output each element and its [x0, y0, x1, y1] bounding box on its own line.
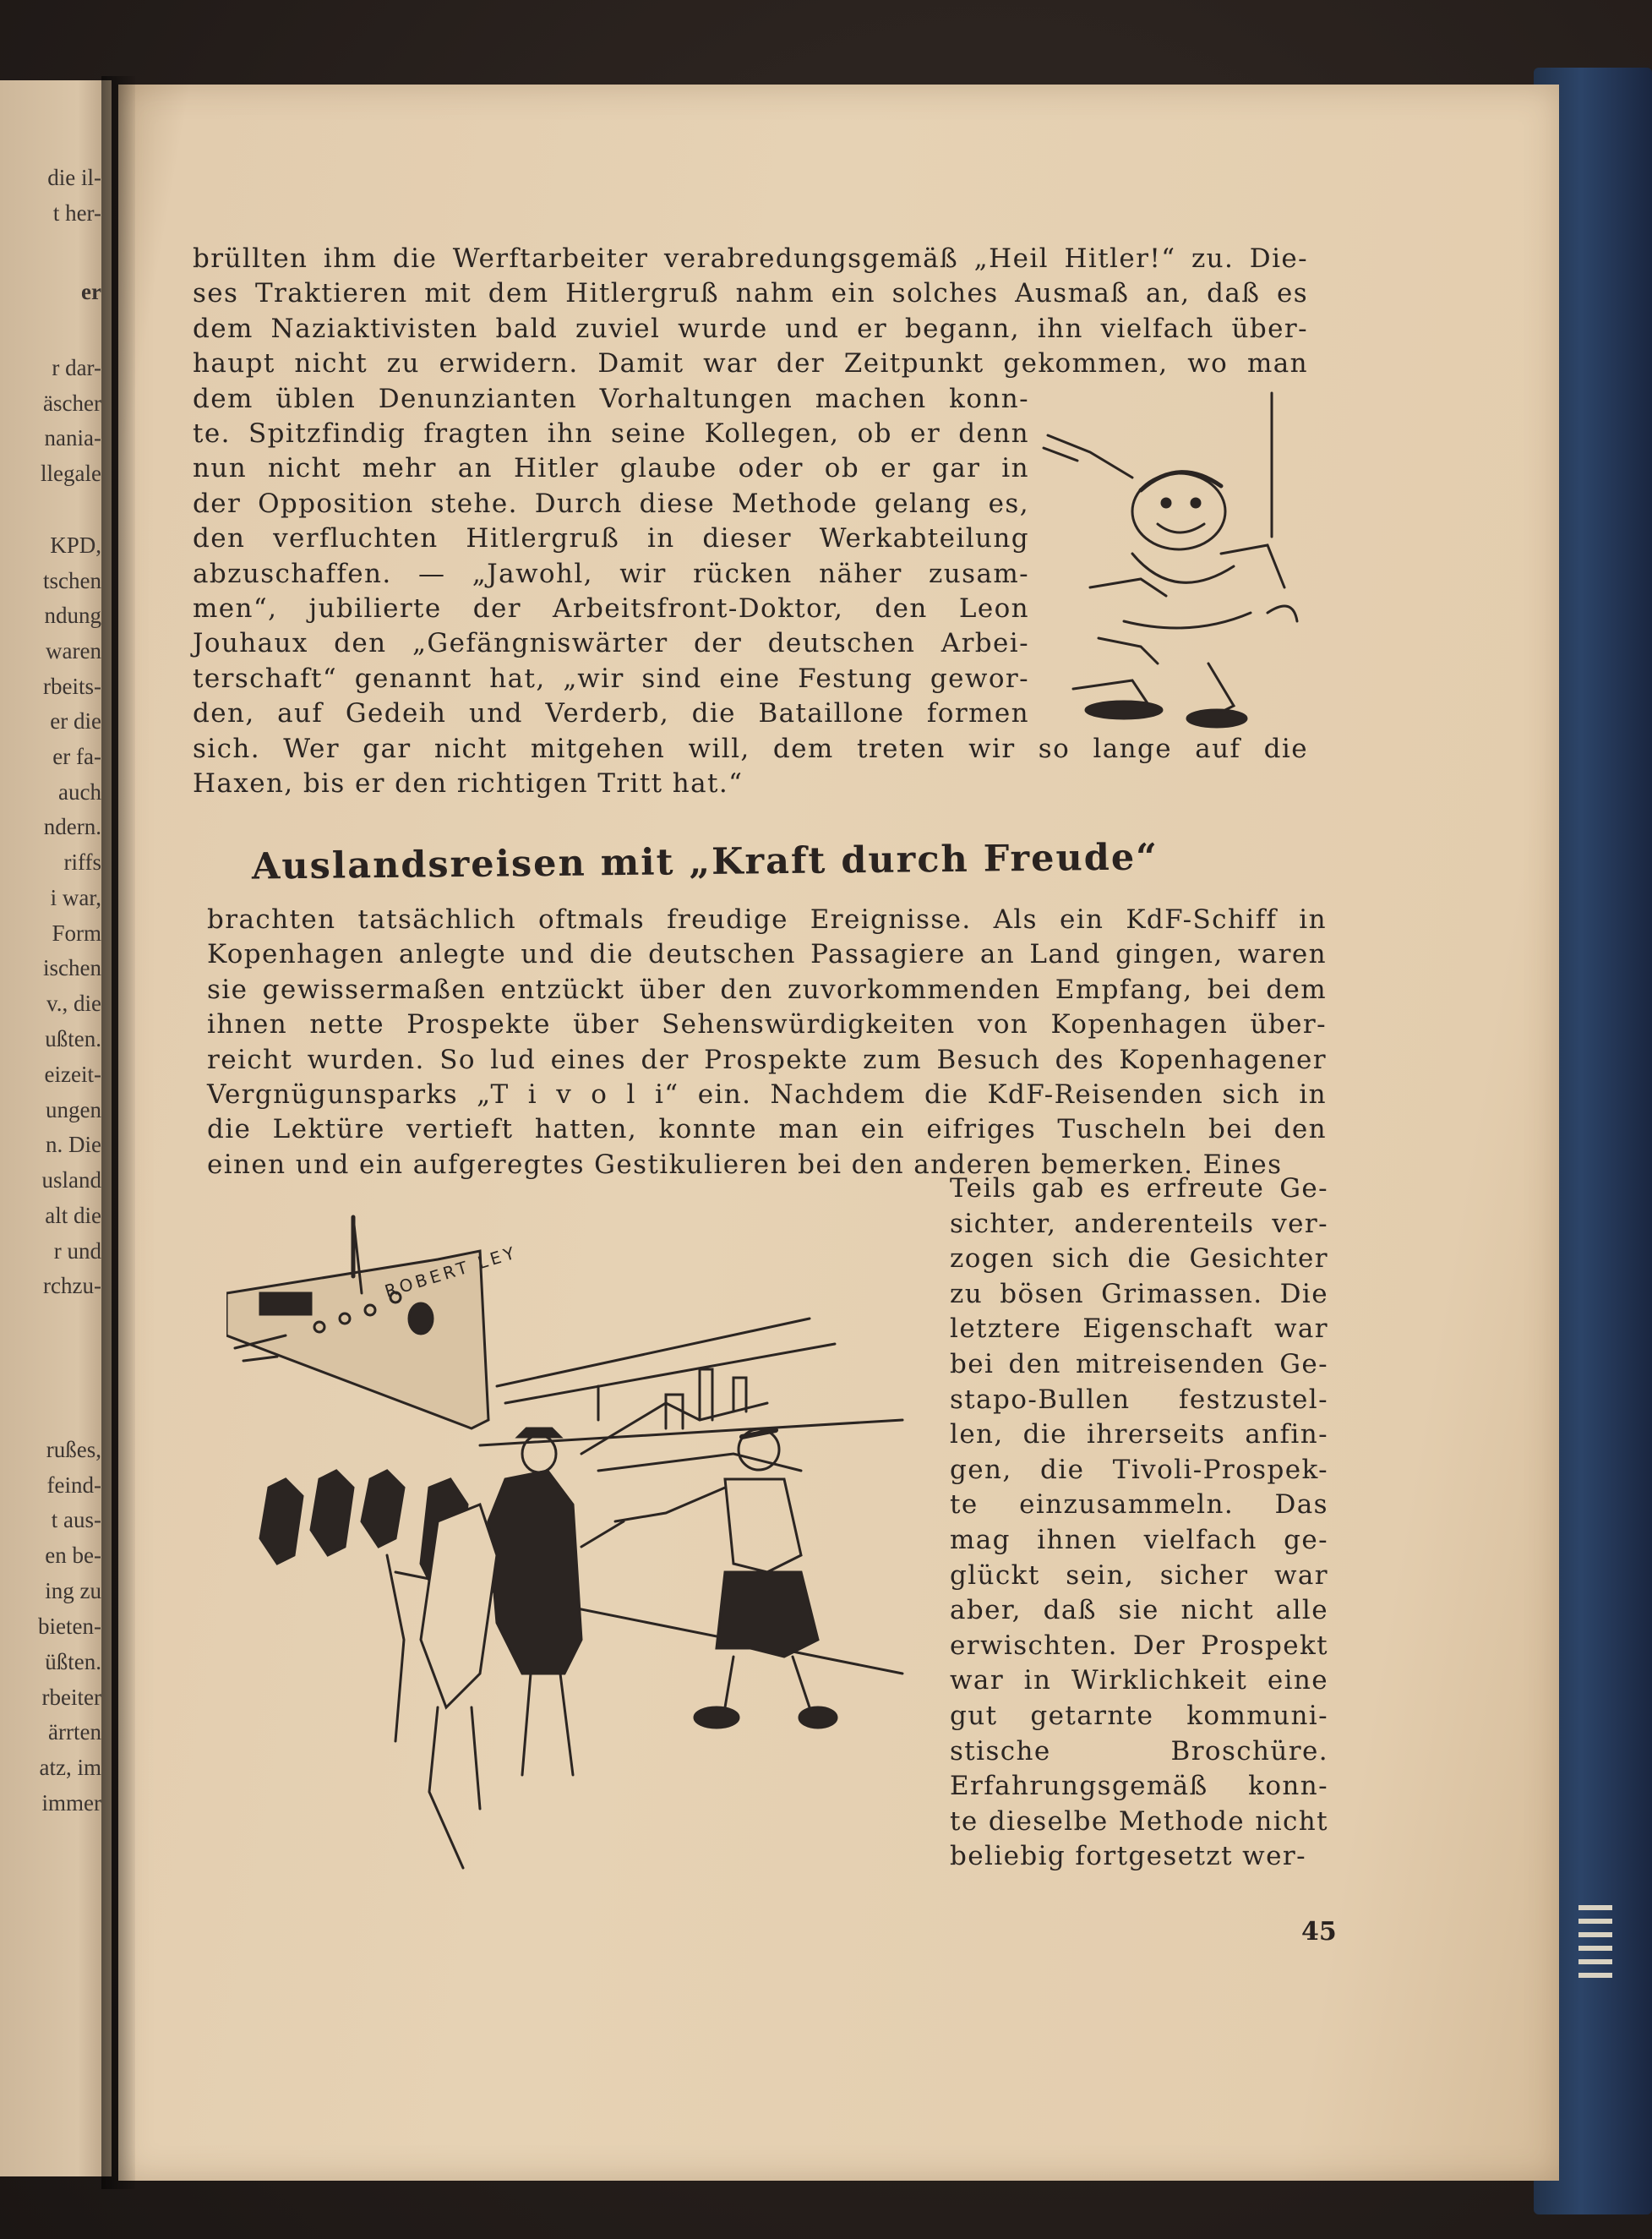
left-page-fragment: en be-: [45, 1543, 101, 1568]
left-page-fragment: riffs: [63, 849, 101, 875]
column-text-line: gut getarnte kommuni-: [950, 1701, 1328, 1731]
left-page-fragment: er die: [50, 708, 101, 734]
page-number: 45: [1301, 1917, 1337, 1947]
paragraph-top-line: nun nicht mehr an Hitler glaube oder ob er gar in: [193, 453, 1029, 484]
paragraph-top-line: Haxen, bis er den richtigen Tritt hat.“: [193, 768, 744, 799]
left-page-fragment: KPD,: [50, 532, 101, 558]
left-page-fragment: usland: [41, 1167, 101, 1193]
left-page-fragment: nania-: [44, 425, 101, 451]
left-page-fragment: r und: [53, 1238, 101, 1264]
paragraph-top-line: den verfluchten Hitlergruß in dieser Werkabteilung: [193, 523, 1029, 554]
left-page-fragment: llegale: [41, 461, 101, 486]
left-page-fragment: tschen: [43, 568, 101, 593]
left-page-fragment: alt die: [45, 1203, 101, 1228]
paragraph-second-line: einen und ein aufgeregtes Gestikulieren bei den anderen bemerken. Eines: [207, 1149, 1283, 1180]
left-page-fragment: äscher: [43, 390, 101, 416]
column-text-line: bei den mitreisenden Ge-: [950, 1349, 1328, 1379]
column-text-line: stapo-Bullen festzustel-: [950, 1384, 1328, 1415]
left-page-fragment: er: [81, 279, 101, 304]
column-text-line: Teils gab es erfreute Ge-: [950, 1173, 1328, 1204]
paragraph-second-line: brachten tatsächlich oftmals freudige Ereignisse. Als ein KdF-Schiff in: [207, 904, 1327, 935]
column-text-line: war in Wirklichkeit eine: [950, 1665, 1328, 1696]
column-text-line: stische Broschüre.: [950, 1735, 1328, 1767]
column-text-line: Erfahrungsgemäß konn-: [950, 1771, 1328, 1802]
paragraph-top-line: te. Spitzfindig fragten ihn seine Kollegen, ob er denn: [193, 418, 1029, 449]
paragraph-second-line: die Lektüre vertieft hatten, konnte man ein eifriges Tuscheln bei den: [207, 1114, 1327, 1145]
left-page-fragment: rbeits-: [43, 674, 101, 699]
left-page-fragment: t aus-: [51, 1507, 101, 1532]
column-text-line: mag ihnen vielfach ge-: [950, 1525, 1328, 1555]
left-page-fragment: rußes,: [46, 1437, 101, 1462]
column-text-line: glückt sein, sicher war: [950, 1559, 1328, 1591]
column-text-line: aber, daß sie nicht alle: [950, 1595, 1328, 1626]
paragraph-top-line: den, auf Gedeih und Verderb, die Bataillone formen: [193, 698, 1029, 729]
caricature-illustration: [1039, 385, 1318, 731]
ship-illustration: [226, 1200, 919, 1885]
column-text-line: gen, die Tivoli-Prospek-: [950, 1454, 1328, 1485]
column-text-line: sichter, anderenteils ver-: [950, 1208, 1328, 1239]
paragraph-top-line: abzuschaffen. — „Jawohl, wir rücken näher zusam-: [193, 558, 1029, 589]
section-heading: Auslandsreisen mit „Kraft durch Freude“: [251, 836, 1159, 888]
column-text-line: len, die ihrerseits anfin-: [950, 1419, 1328, 1450]
paragraph-top-line: dem üblen Denunzianten Vorhaltungen machen konn-: [193, 383, 1029, 414]
column-text-line: te einzusammeln. Das: [950, 1489, 1328, 1521]
left-page-fragment: ischen: [43, 955, 101, 980]
left-page-fragment: v., die: [46, 991, 101, 1016]
left-page-fragment: ing zu: [45, 1578, 101, 1603]
paragraph-top-line: der Opposition stehe. Durch diese Methode gelang es,: [193, 488, 1029, 519]
column-text-line: zogen sich die Gesichter: [950, 1243, 1328, 1275]
left-page-fragment: ndern.: [43, 814, 101, 839]
left-page-fragment: üßten.: [45, 1649, 101, 1674]
left-page-fragment: er fa-: [52, 744, 101, 769]
left-page-fragment: die il-: [47, 165, 101, 190]
left-page-fragment: waren: [46, 638, 101, 664]
paragraph-second-line: ihnen nette Prospekte über Sehenswürdigkeiten von Kopenhagen über-: [207, 1009, 1327, 1040]
left-page-fragment: i war,: [50, 885, 101, 910]
left-page-fragment: rchzu-: [43, 1273, 101, 1298]
left-page-fragment: eizeit-: [44, 1062, 101, 1087]
left-page-fragment: atz, im: [39, 1755, 101, 1780]
paragraph-top-line: dem Naziaktivisten bald zuviel wurde und er begann, ihn vielfach über-: [193, 313, 1308, 344]
left-page-fragment: ärrten: [48, 1719, 101, 1745]
paragraph-second-line: sie gewissermaßen entzückt über den zuvorkommenden Empfang, bei dem: [207, 974, 1327, 1005]
paragraph-second-line: Kopenhagen anlegte und die deutschen Passagiere an Land gingen, waren: [207, 939, 1327, 970]
paragraph-top-line: sich. Wer gar nicht mitgehen will, dem treten wir so lange auf die: [193, 733, 1308, 764]
left-page-fragment: ußten.: [45, 1026, 101, 1051]
ship-name-label: ROBERT LEY: [382, 1242, 521, 1302]
paragraph-top-line: Jouhaux den „Gefängniswärter der deutschen Arbei-: [193, 628, 1029, 659]
left-page-fragment: n. Die: [46, 1132, 101, 1157]
left-page-fragment: ungen: [46, 1097, 101, 1122]
left-page-fragment: ndung: [44, 603, 101, 628]
left-page-fragment: auch: [58, 779, 101, 805]
left-page-fragment: t her-: [52, 200, 101, 226]
paragraph-second-line: Vergnügunsparks „T i v o l i“ ein. Nachdem die KdF-Reisenden sich in: [207, 1079, 1327, 1110]
column-text-line: erwischten. Der Prospekt: [950, 1630, 1328, 1661]
left-page-fragment: immer: [41, 1790, 101, 1816]
paragraph-top-line: haupt nicht zu erwidern. Damit war der Zeitpunkt gekommen, wo man: [193, 348, 1308, 380]
page-gutter: [101, 76, 135, 2189]
left-page-fragment: rbeiter: [41, 1685, 101, 1710]
left-page-fragment: r dar-: [52, 355, 101, 380]
left-page-edge: [0, 80, 112, 2176]
binding-label-mark: [1578, 1902, 1612, 1978]
left-page-fragment: feind-: [46, 1472, 101, 1498]
column-text-line: te dieselbe Methode nicht: [950, 1805, 1328, 1837]
column-text-line: zu bösen Grimassen. Die: [950, 1278, 1328, 1309]
paragraph-second-line: reicht wurden. So lud eines der Prospekte zum Besuch des Kopenhagener: [207, 1044, 1327, 1075]
paragraph-top-line: ses Traktieren mit dem Hitlergruß nahm ein solches Ausmaß an, daß es: [193, 278, 1308, 309]
column-text-line: beliebig fortgesetzt wer-: [950, 1841, 1306, 1872]
column-text-line: letztere Eigenschaft war: [950, 1313, 1328, 1345]
left-page-fragment: bieten-: [38, 1614, 101, 1639]
paragraph-top-line: brüllten ihm die Werftarbeiter verabredungsgemäß „Heil Hitler!“ zu. Die-: [193, 243, 1308, 274]
left-page-fragment: Form: [52, 920, 101, 946]
paragraph-top-line: men“, jubilierte der Arbeitsfront-Doktor, den Leon: [193, 593, 1029, 624]
paragraph-top-line: terschaft“ genannt hat, „wir sind eine Festung gewor-: [193, 663, 1029, 694]
